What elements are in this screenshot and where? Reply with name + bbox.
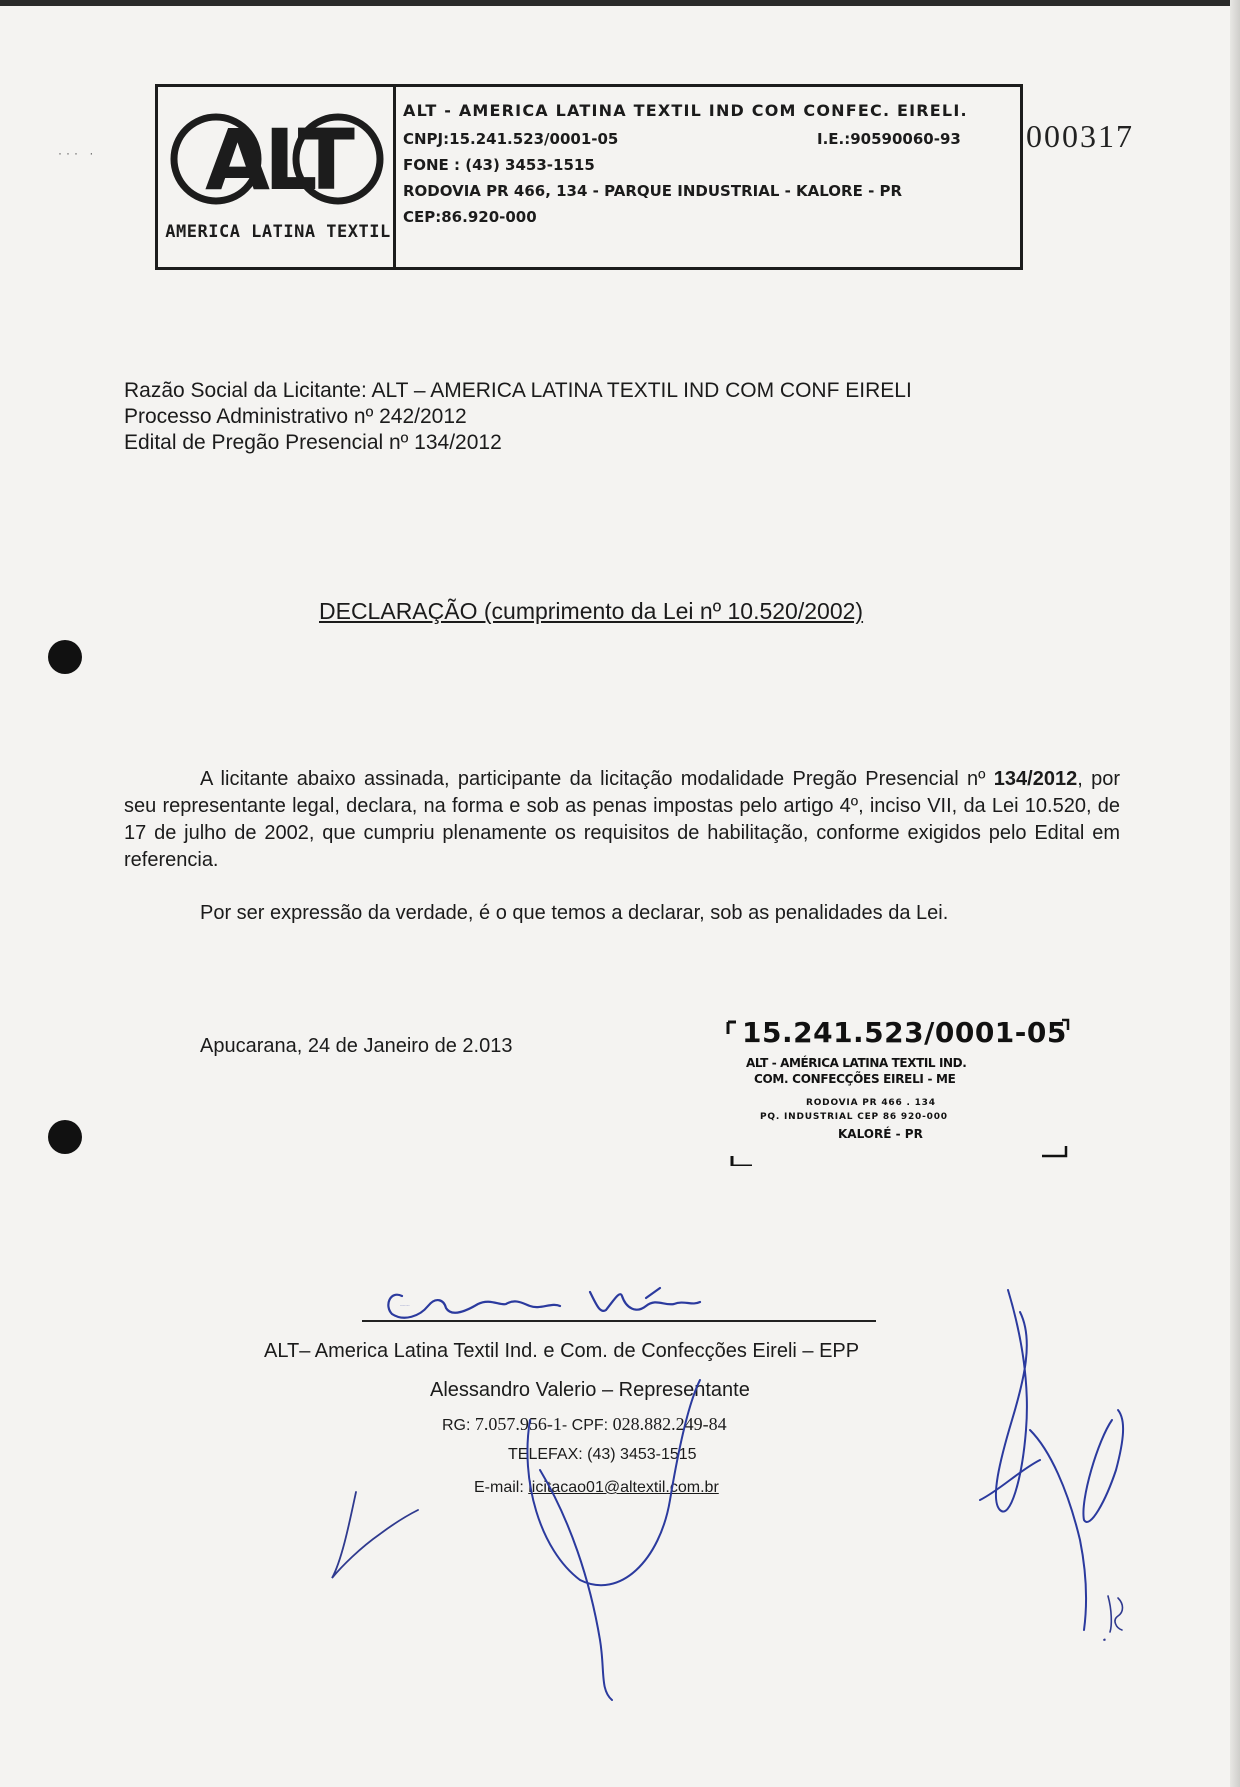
cnpj-line (403, 130, 1013, 148)
alt-logo-icon (166, 109, 388, 209)
email-label: E-mail: (474, 1479, 524, 1496)
signatory-documents (442, 1414, 727, 1435)
stamp-line-5: KALORÉ - PR (838, 1127, 923, 1141)
page-number: 000317 (1026, 118, 1134, 154)
signatory-name: Alessandro Valerio – Representante (430, 1379, 750, 1401)
cpf-value: 028.882.249-84 (612, 1414, 727, 1434)
signature-text: Alessandro Valério (400, 1306, 410, 1307)
logo-letters: ALT (205, 111, 349, 209)
para-rest: , por seu representante legal, declara, na forma e sob as penas impostas pelo artigo 4º, inciso VII, da Lei 10.520, de 17 de julho de 2002, que cumpriu plenamente os requisitos de habilitação, conforme exigidos pelo Edital em referencia. (124, 768, 1120, 871)
stamp-corner-marks (722, 1016, 1072, 1166)
page-initials: 98 (1104, 1640, 1105, 1641)
company-logo (158, 87, 396, 267)
stamp-cnpj: 15.241.523/0001-05 (742, 1016, 1067, 1049)
company-phone: FONE : (43) 3453-1515 (403, 156, 595, 174)
pen-check-mark-icon (332, 1492, 418, 1578)
company-address: RODOVIA PR 466, 134 - PARQUE INDUSTRIAL - KALORE - PR (403, 182, 903, 200)
stamp-line-4: PQ. INDUSTRIAL CEP 86 920-000 (760, 1112, 948, 1122)
signatory-telefax: TELEFAX: (43) 3453-1515 (508, 1446, 697, 1463)
company-info (403, 101, 1013, 234)
company-name: ALT - AMERICA LATINA TEXTIL IND COM CONFEC. EIRELI. (403, 101, 968, 120)
place-date: Apucarana, 24 de Janeiro de 2.013 (200, 1035, 513, 1057)
signatory-email (474, 1479, 719, 1497)
closing-statement: Por ser expressão da verdade, é o que temos a declarar, sob as penalidades da Lei. (200, 902, 949, 924)
stamp-line-3: RODOVIA PR 466 . 134 (806, 1098, 936, 1108)
punch-hole-bottom (48, 1120, 82, 1154)
declaration-paragraph (124, 766, 1120, 874)
rg-value: 7.057.956-1 (474, 1414, 562, 1434)
email-link[interactable]: licitacao01@altextil.com.br (528, 1479, 719, 1496)
page-initials-icon (1104, 1596, 1123, 1641)
para-start: A licitante abaixo assinada, participante da licitação modalidade Pregão Presencial nº (200, 768, 986, 790)
declaration-title: DECLARAÇÃO (cumprimento da Lei nº 10.520/2002) (319, 598, 864, 624)
rg-label: RG: (442, 1417, 471, 1434)
cursive-signature-icon (388, 1288, 700, 1318)
letterhead (155, 84, 1023, 270)
stamp-line-1: ALT - AMÉRICA LATINA TEXTIL IND. (746, 1056, 967, 1070)
scan-top-edge (0, 0, 1240, 6)
process-number: Processo Administrativo nº 242/2012 (124, 405, 467, 428)
signature-line (362, 1320, 876, 1322)
company-cep: CEP:86.920-000 (403, 208, 537, 226)
punch-hole-top (48, 640, 82, 674)
signatory-company: ALT– America Latina Textil Ind. e Com. de Confecções Eireli – EPP (264, 1340, 860, 1362)
cpf-label: - CPF: (561, 1417, 609, 1434)
para-bold: 134/2012 (993, 768, 1078, 790)
rubric-initials-icon (980, 1290, 1123, 1630)
scan-marks: ··· · (58, 146, 98, 160)
reference-block (124, 378, 912, 456)
logo-subtitle: AMERICA LATINA TEXTIL (165, 222, 391, 242)
cnpj-stamp (722, 1016, 1072, 1166)
company-ie: I.E.:90590060-93 (817, 130, 961, 148)
scan-right-edge (1230, 0, 1240, 1787)
company-cnpj: CNPJ:15.241.523/0001-05 (403, 130, 619, 148)
notice-number: Edital de Pregão Presencial nº 134/2012 (124, 431, 502, 454)
stamp-line-2: COM. CONFECÇÕES EIRELI - ME (754, 1072, 956, 1086)
bidder-name: Razão Social da Licitante: ALT – AMERICA LATINA TEXTIL IND COM CONF EIRELI (124, 379, 912, 402)
